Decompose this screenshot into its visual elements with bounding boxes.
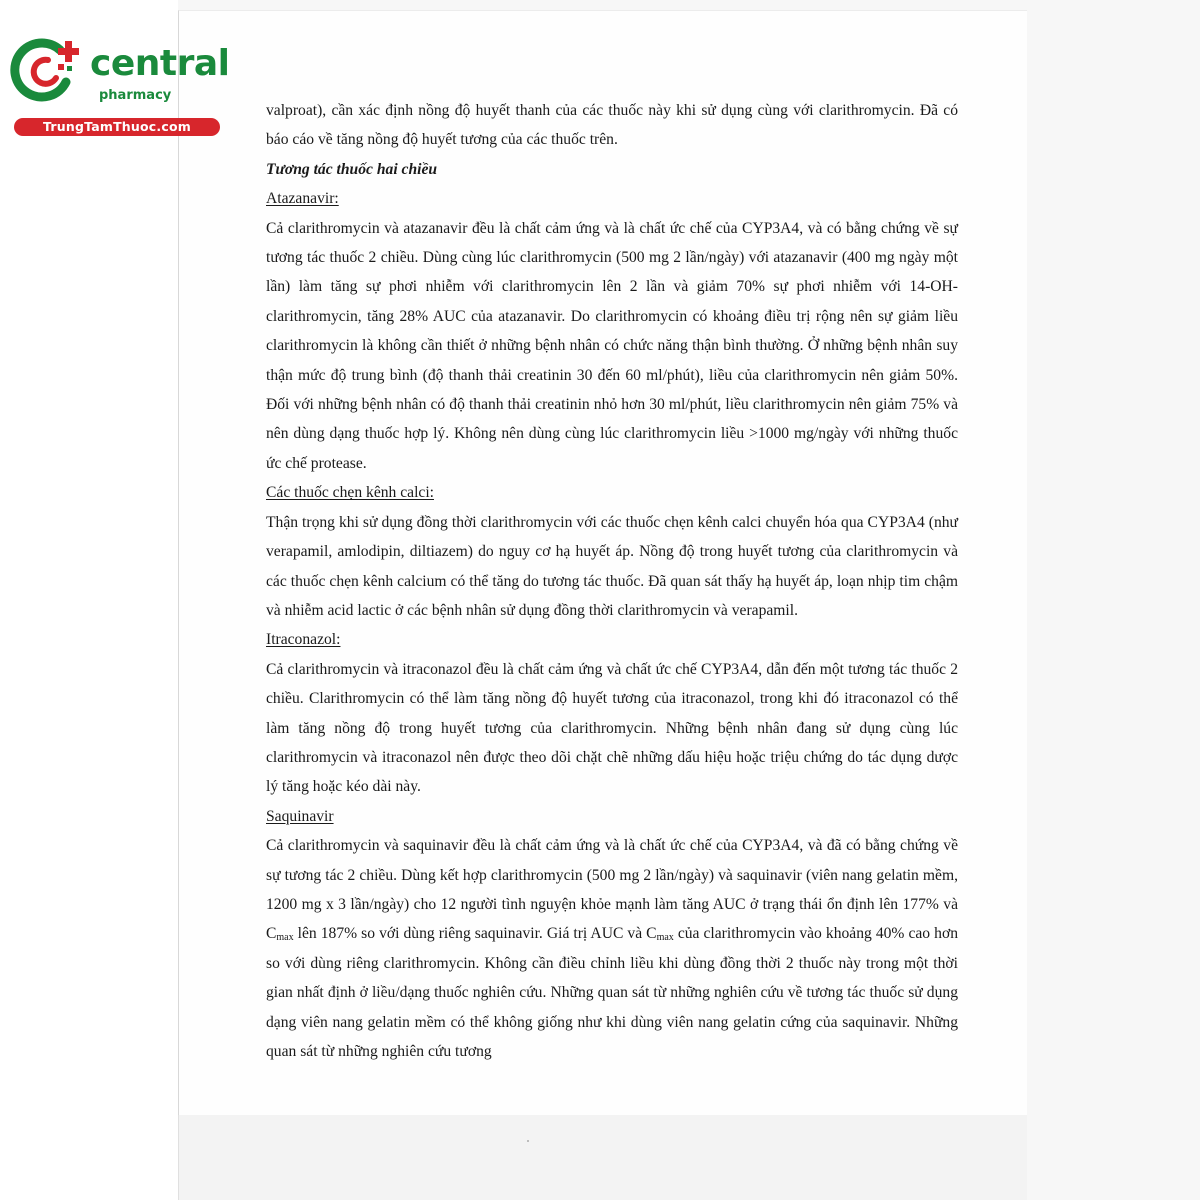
page-margin	[0, 0, 178, 1200]
paragraph-atazanavir: Cả clarithromycin và atazanavir đều là chất cảm ứng và là chất ức chế của CYP3A4, và có bằng chứng về sự tương tác thuốc 2 chiều. Dùng cùng lúc clarithromycin (500 mg 2 lần/ngày) với atazanavir (400 mg ngày một lần) làm tăng sự phơi nhiễm với clarithromycin lên 2 lần và giảm 70% sự phơi nhiễm với 14-OH-clarithromycin, tăng 28% AUC của atazanavir. Do clarithromycin có khoảng điều trị rộng nên sự giảm liều clarithromycin là không cần thiết ở những bệnh nhân có chức năng thận bình thường. Ở những bệnh nhân suy thận mức độ trung bình (độ thanh thải creatinin 30 đến 60 ml/phút), liều của clarithromycin nên giảm 50%. Đối với những bệnh nhân có độ thanh thải creatinin nhỏ hơn 30 ml/phút, liều clarithromycin nên giảm 75% và nên dùng dạng thuốc hợp lý. Không nên dùng cùng lúc clarithromycin liều >1000 mg/ngày với những thuốc ức chế protease.	[266, 219, 958, 472]
saquinavir-text-1: Cả clarithromycin và saquinavir đều là chất cảm ứng và là chất ức chế của CYP3A4, và đã có bằng chứng về sự tương tác 2 chiều. Dùng kết hợp clarithromycin (500 mg 2 lần/ngày) và saquinavir (viên nang gelatin mềm, 1200 mg x 3 lần/ngày) cho 12 người tình nguyện khỏe mạnh làm tăng AUC ở trạng thái ổn định lên 177% và C	[266, 837, 958, 943]
paragraph-calcium-channel-blockers: Thận trọng khi sử dụng đồng thời clarithromycin với các thuốc chẹn kênh calci chuyển hóa qua CYP3A4 (như verapamil, amlodipin, diltiazem) do nguy cơ hạ huyết áp. Nồng độ trong huyết tương của clarithromycin và các thuốc chẹn kênh calcium có thể tăng do tương tác thuốc. Đã quan sát thấy hạ huyết áp, loạn nhịp tim chậm và nhiễm acid lactic ở các bệnh nhân sử dụng đồng thời clarithromycin và verapamil.	[266, 513, 958, 619]
lead-paragraph: valproat), cần xác định nồng độ huyết thanh của các thuốc này khi sử dụng cùng với clarithromycin. Đã có báo cáo về tăng nồng độ huyết tương của các thuốc trên.	[266, 102, 958, 149]
logo-website-url[interactable]: TrungTamThuoc.com	[14, 118, 220, 136]
heading-atazanavir: Atazanavir:	[266, 190, 339, 208]
saquinavir-text-2: lên 187% so với dùng riêng saquinavir. Giá trị AUC và C	[293, 925, 657, 943]
cmax-subscript-1: max	[276, 932, 294, 944]
page-edge	[178, 1115, 1027, 1200]
paragraph-itraconazol: Cả clarithromycin và itraconazol đều là chất cảm ứng và chất ức chế CYP3A4, dẫn đến một tương tác thuốc 2 chiều. Clarithromycin có thể làm tăng nồng độ huyết tương của itraconazol, trong khi đó itraconazol có thể làm tăng nồng độ trong huyết tương của clarithromycin. Những bệnh nhân đang sử dụng cùng lúc clarithromycin và itraconazol nên được theo dõi chặt chẽ những dấu hiệu hoặc triệu chứng do tác dụng dược lý tăng hoặc kéo dài này.	[266, 660, 958, 796]
pharmacy-cross-icon	[10, 38, 88, 104]
scan-speck	[527, 1140, 529, 1142]
document-body	[266, 96, 958, 1066]
subsection-heading	[266, 478, 958, 507]
paragraph-saquinavir	[266, 831, 958, 1066]
heading-calcium-channel-blockers: Các thuốc chẹn kênh calci:	[266, 484, 434, 502]
logo-brand-name: central	[90, 43, 230, 84]
central-pharmacy-logo[interactable]	[10, 38, 230, 138]
heading-saquinavir: Saquinavir	[266, 807, 334, 825]
cmax-subscript-2: max	[656, 932, 674, 944]
section-title: Tương tác thuốc hai chiều	[266, 160, 438, 178]
heading-itraconazol: Itraconazol:	[266, 631, 341, 649]
subsection-heading	[266, 625, 958, 654]
saquinavir-text-3: của clarithromycin vào khoảng 40% cao hơn so với dùng riêng clarithromycin. Không cần điều chỉnh liều khi dùng đồng thời 2 thuốc này trong một thời gian nhất định ở liều/dạng thuốc nghiên cứu. Những quan sát từ những nghiên cứu về tương tác thuốc sử dụng dạng viên nang gelatin mềm có thể không giống như khi dùng viên nang gelatin cứng của saquinavir. Những quan sát từ những nghiên cứu tương	[266, 925, 958, 1060]
subsection-heading	[266, 802, 958, 831]
logo-brand-subname: pharmacy	[99, 88, 172, 103]
subsection-heading	[266, 184, 958, 213]
